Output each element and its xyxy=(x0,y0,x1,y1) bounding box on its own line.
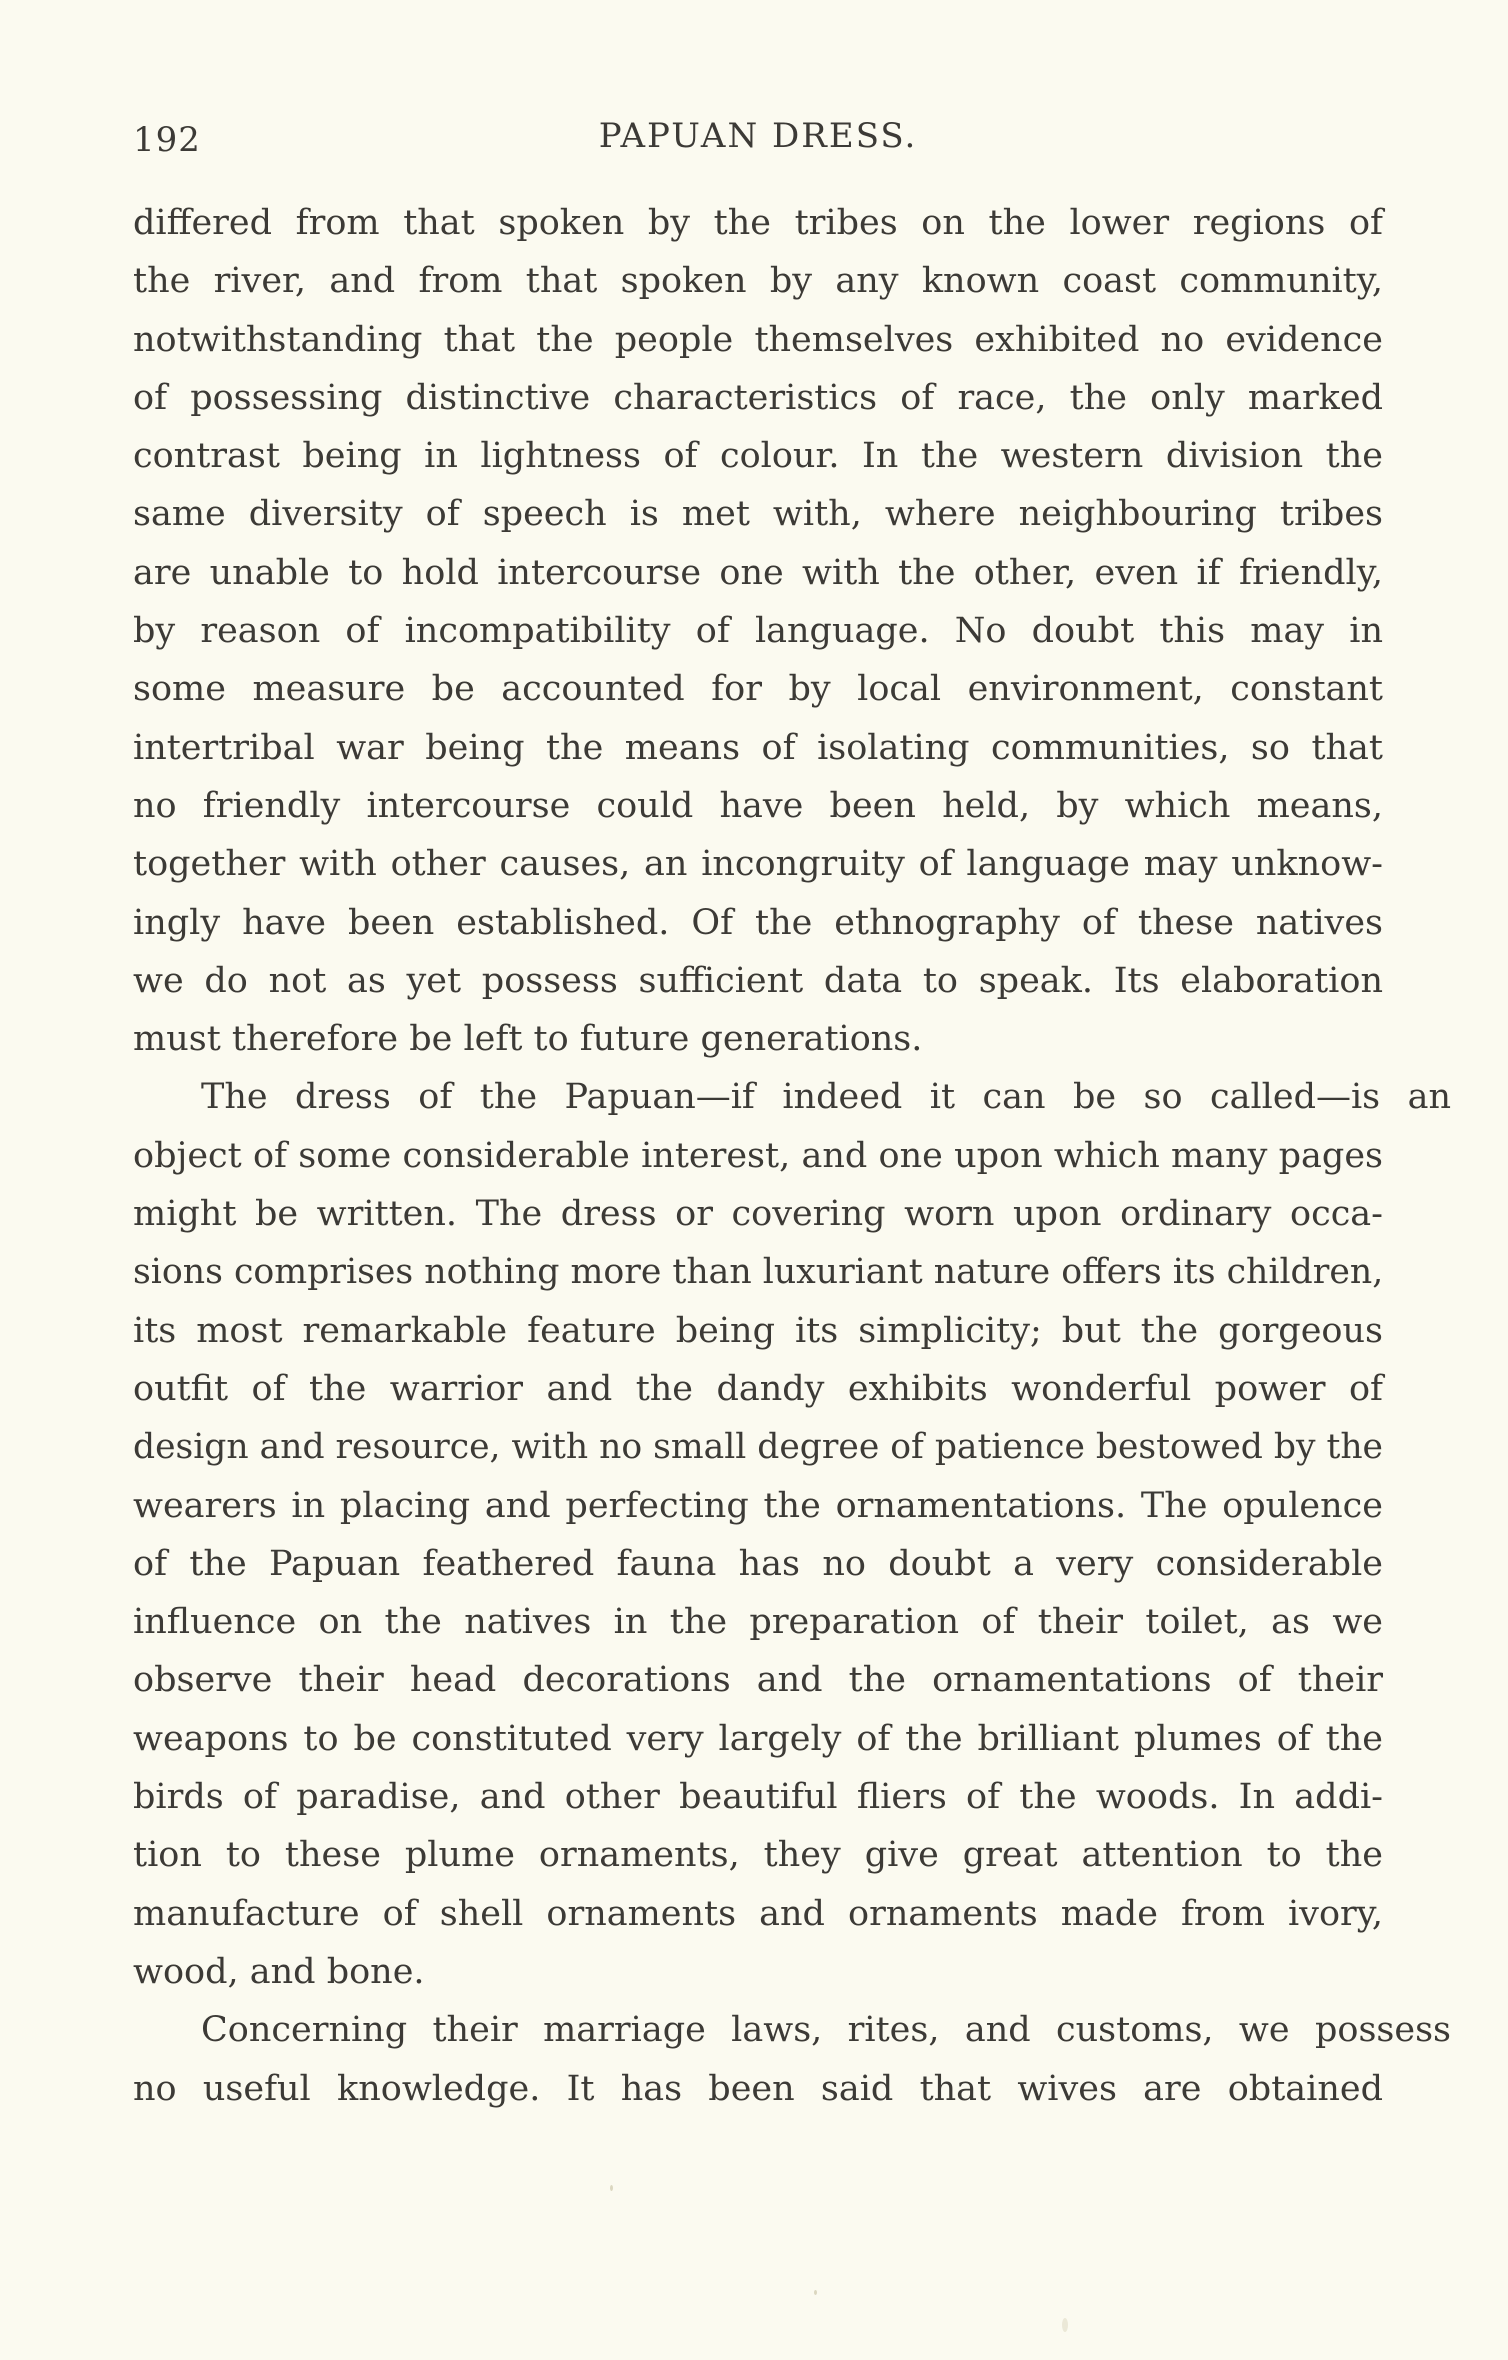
paper-speck xyxy=(1062,2318,1068,2332)
text-line: sions comprises nothing more than luxuriant nature offers its children, xyxy=(133,1252,1384,1293)
text-line: together with other causes, an incongruity of language may unknow- xyxy=(133,844,1383,885)
text-line: of possessing distinctive characteristics of race, the only marked xyxy=(133,377,1383,418)
text-line: birds of paradise, and other beautiful fliers of the woods. In addi- xyxy=(133,1777,1383,1818)
text-line: contrast being in lightness of colour. In the western division the xyxy=(133,436,1383,477)
text-line: The dress of the Papuan—if indeed it can be so called—is an xyxy=(201,1077,1451,1118)
text-line: Concerning their marriage laws, rites, and customs, we possess xyxy=(201,2010,1451,2051)
paper-speck xyxy=(814,2290,817,2295)
text-line: by reason of incompatibility of language. No doubt this may in xyxy=(133,611,1383,652)
text-line: its most remarkable feature being its simplicity; but the gorgeous xyxy=(133,1310,1383,1351)
text-line: the river, and from that spoken by any known coast community, xyxy=(133,261,1383,302)
text-line: wood, and bone. xyxy=(133,1951,425,1992)
text-line: differed from that spoken by the tribes on the lower regions of xyxy=(133,203,1383,243)
text-line: design and resource, with no small degree of patience bestowed by the xyxy=(133,1427,1383,1468)
text-line: no useful knowledge. It has been said that wives are obtained xyxy=(133,2068,1383,2109)
text-line: must therefore be left to future generations. xyxy=(133,1019,923,1060)
text-line: wearers in placing and perfecting the ornamentations. The opulence xyxy=(133,1485,1383,1526)
text-line: we do not as yet possess sufficient data to speak. Its elaboration xyxy=(133,960,1383,1001)
text-line: ingly have been established. Of the ethnography of these natives xyxy=(133,902,1383,943)
text-line: notwithstanding that the people themselves exhibited no evidence xyxy=(133,319,1383,360)
text-line: are unable to hold intercourse one with the other, even if friendly, xyxy=(133,552,1383,593)
text-line: of the Papuan feathered fauna has no doubt a very considerable xyxy=(133,1543,1383,1584)
paper-speck xyxy=(610,2185,613,2191)
text-line: outfit of the warrior and the dandy exhibits wonderful power of xyxy=(133,1368,1383,1409)
text-line: no friendly intercourse could have been held, by which means, xyxy=(133,785,1383,826)
text-line: observe their head decorations and the ornamentations of their xyxy=(133,1660,1383,1701)
text-line: some measure be accounted for by local environment, constant xyxy=(133,669,1383,710)
page-number: 192 xyxy=(133,120,201,160)
text-line: object of some considerable interest, and one upon which many pages xyxy=(133,1135,1383,1176)
page-header xyxy=(133,112,1383,172)
text-line: weapons to be constituted very largely of the brilliant plumes of the xyxy=(133,1718,1383,1759)
text-line: influence on the natives in the preparation of their toilet, as we xyxy=(133,1602,1383,1643)
running-title: PAPUAN DRESS. xyxy=(598,116,918,156)
body-text xyxy=(133,194,1451,2118)
text-line: same diversity of speech is met with, where neighbouring tribes xyxy=(133,494,1383,535)
text-line: might be written. The dress or covering worn upon ordinary occa- xyxy=(133,1194,1383,1235)
text-line: manufacture of shell ornaments and ornaments made from ivory, xyxy=(133,1893,1383,1934)
text-line: intertribal war being the means of isolating communities, so that xyxy=(133,727,1383,768)
text-line: tion to these plume ornaments, they give great attention to the xyxy=(133,1835,1383,1876)
